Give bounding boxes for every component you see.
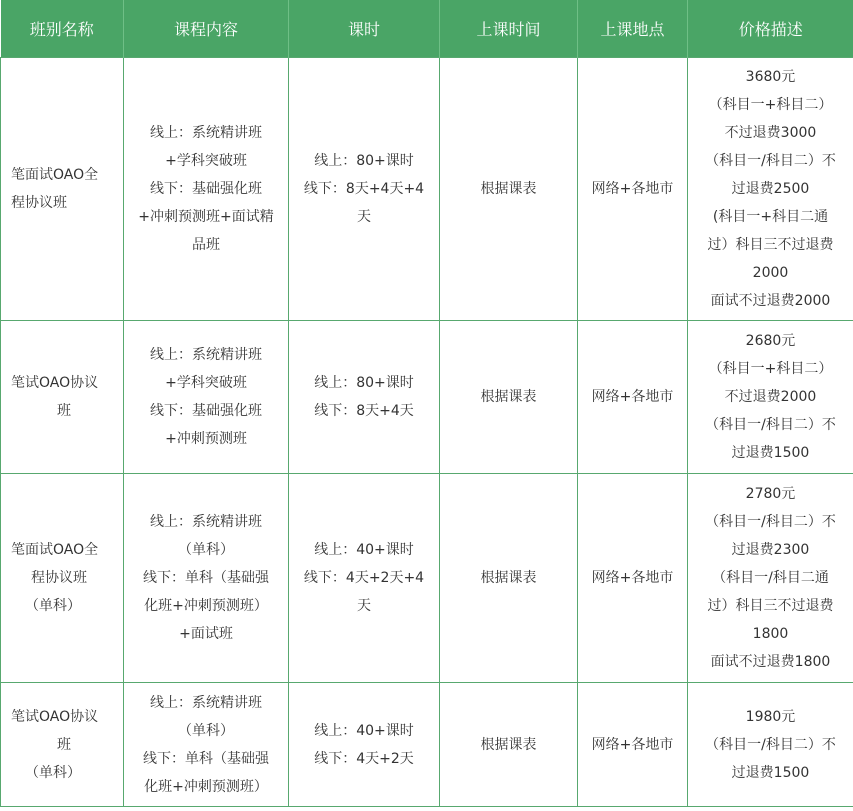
- location-cell: 网络+各地市: [578, 474, 688, 683]
- hours-line: 线上：80+课时: [314, 153, 414, 169]
- content-line: +学科突破班: [165, 375, 247, 391]
- hours-line: 天: [357, 209, 371, 225]
- price-line: 过退费1500: [731, 764, 810, 781]
- class-name-cell: [1, 474, 124, 683]
- price-line: 不过退费2000: [724, 389, 817, 405]
- hours-line: 线下：4天+2天: [314, 750, 414, 767]
- price-line: 3680元: [745, 69, 796, 85]
- class-name-line: 程协议班: [31, 570, 87, 586]
- course-content-cell: [124, 474, 289, 683]
- price-line: 面试不过退费2000: [710, 293, 831, 309]
- content-line: +学科突破班: [165, 153, 247, 169]
- hours-cell: [289, 683, 440, 807]
- header-row: [1, 0, 853, 58]
- content-line: （单科）: [178, 542, 234, 558]
- hours-cell: [289, 58, 440, 321]
- hours-cell: [289, 474, 440, 683]
- price-line: 过）科目三不过退费: [707, 237, 834, 253]
- header-course-content: 课程内容: [124, 0, 289, 58]
- hours-line: 线下：8天+4天+4: [303, 181, 425, 197]
- price-line: （科目一+科目二）: [708, 361, 833, 377]
- header-location: 上课地点: [578, 0, 688, 58]
- hours-cell: [289, 321, 440, 474]
- price-line: 2000: [752, 265, 789, 281]
- price-line: 2780元: [745, 486, 796, 502]
- class-name-line: （单科）: [25, 598, 81, 614]
- price-line: 过）科目三不过退费: [707, 598, 834, 614]
- hours-line: 线上：40+课时: [314, 722, 414, 739]
- price-line: 1980元: [745, 708, 796, 725]
- price-line: 1800: [752, 626, 789, 642]
- location-cell: 网络+各地市: [578, 321, 688, 474]
- price-cell: [688, 683, 853, 807]
- price-line: （科目一/科目二通: [712, 570, 829, 586]
- price-line: 2680元: [745, 333, 796, 349]
- class-name-cell: [1, 683, 124, 807]
- header-class-name: 班别名称: [1, 0, 124, 58]
- content-line: 化班+冲刺预测班）: [144, 598, 268, 614]
- price-line: （科目一+科目二）: [708, 97, 833, 113]
- table-row: [1, 321, 853, 474]
- class-name-line: 班: [57, 403, 71, 419]
- price-line: （科目一/科目二）不: [705, 153, 836, 169]
- class-name-line: 笔试OAO协议: [11, 375, 99, 391]
- class-name-cell: [1, 58, 124, 321]
- course-content-cell: [124, 683, 289, 807]
- hours-line: 线上：40+课时: [314, 542, 414, 558]
- header-schedule: 上课时间: [440, 0, 578, 58]
- content-line: 线上：系统精讲班: [150, 347, 262, 363]
- table-row: [1, 474, 853, 683]
- price-line: 过退费2300: [731, 542, 810, 558]
- course-content-cell: [124, 321, 289, 474]
- price-cell: [688, 58, 853, 321]
- schedule-cell: 根据课表: [440, 321, 578, 474]
- hours-line: 天: [357, 598, 371, 614]
- content-line: 化班+冲刺预测班）: [144, 778, 268, 795]
- content-line: 线上：系统精讲班: [150, 514, 262, 530]
- course-content-cell: [124, 58, 289, 321]
- class-name-line: 班: [57, 736, 71, 753]
- class-name-line: 程协议班: [11, 195, 67, 211]
- hours-line: 线下：8天+4天: [314, 403, 414, 419]
- location-cell: 网络+各地市: [578, 58, 688, 321]
- content-line: +面试班: [179, 626, 233, 642]
- hours-line: 线下：4天+2天+4: [303, 570, 425, 586]
- schedule-cell: 根据课表: [440, 58, 578, 321]
- location-cell: 网络+各地市: [578, 683, 688, 807]
- price-line: (科目一+科目二通: [712, 209, 829, 225]
- price-line: 过退费1500: [731, 445, 810, 461]
- content-line: +冲刺预测班: [165, 431, 247, 447]
- schedule-cell: 根据课表: [440, 474, 578, 683]
- price-line: （科目一/科目二）不: [705, 514, 836, 530]
- content-line: 线上：系统精讲班: [150, 125, 262, 141]
- class-name-line: 笔面试OAO全: [11, 167, 99, 183]
- price-cell: [688, 321, 853, 474]
- price-line: （科目一/科目二）不: [705, 417, 836, 433]
- table-row: [1, 58, 853, 321]
- class-name-line: 笔试OAO协议: [11, 708, 99, 725]
- content-line: 线上：系统精讲班: [150, 694, 262, 711]
- content-line: +冲刺预测班+面试精: [138, 209, 274, 225]
- header-price: 价格描述: [688, 0, 853, 58]
- price-line: 不过退费3000: [724, 125, 817, 141]
- class-name-line: （单科）: [25, 764, 81, 781]
- class-name-cell: [1, 321, 124, 474]
- header-hours: 课时: [289, 0, 440, 58]
- content-line: 线下：单科（基础强: [143, 750, 269, 767]
- price-line: （科目一/科目二）不: [705, 736, 836, 753]
- content-line: 线下：基础强化班: [150, 181, 262, 197]
- content-line: 线下：单科（基础强: [143, 570, 269, 586]
- table-row: [1, 683, 853, 807]
- hours-line: 线上：80+课时: [314, 375, 414, 391]
- price-line: 面试不过退费1800: [710, 654, 831, 670]
- content-line: 品班: [192, 237, 220, 253]
- price-cell: [688, 474, 853, 683]
- content-line: （单科）: [178, 722, 234, 739]
- schedule-cell: 根据课表: [440, 683, 578, 807]
- content-line: 线下：基础强化班: [150, 403, 262, 419]
- price-line: 过退费2500: [731, 181, 810, 197]
- class-name-line: 笔面试OAO全: [11, 542, 99, 558]
